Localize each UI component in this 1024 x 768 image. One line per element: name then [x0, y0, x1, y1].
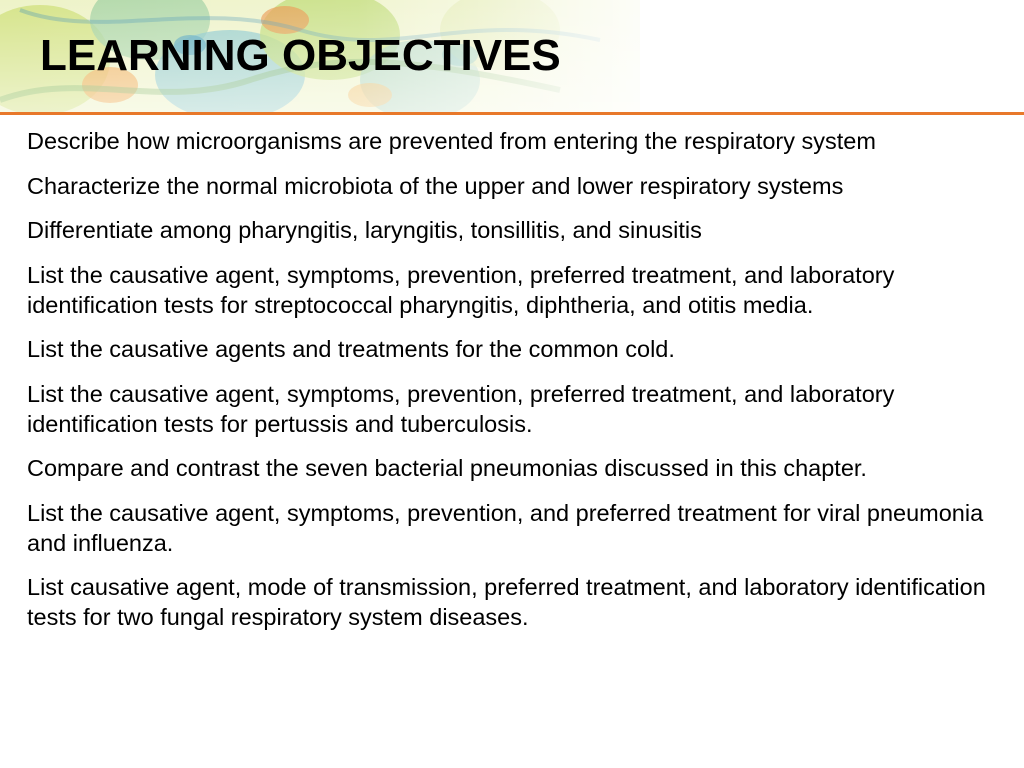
objective-item: List causative agent, mode of transmission, preferred treatment, and laboratory identification tests for two fungal respiratory system diseases.	[27, 574, 986, 630]
objective-item: List the causative agent, symptoms, prevention, preferred treatment, and laboratory identification tests for streptococcal pharyngitis, diphtheria, and otitis media.	[27, 261, 895, 318]
objective-item: Characterize the normal microbiota of the upper and lower respiratory systems	[27, 172, 844, 199]
header-banner-image	[0, 0, 1024, 112]
objective-item: List the causative agents and treatments for the common cold.	[27, 336, 675, 362]
objective-item: Compare and contrast the seven bacterial pneumonias discussed in this chapter.	[27, 455, 867, 481]
slide-title: LEARNING OBJECTIVES	[40, 31, 561, 80]
title-divider	[0, 112, 1024, 115]
objective-item: Describe how microorganisms are prevented from entering the respiratory system	[27, 128, 876, 154]
objective-item: List the causative agent, symptoms, prevention, preferred treatment, and laboratory identification tests for pertussis and tuberculosis.	[27, 380, 895, 437]
objectives-list	[27, 126, 1002, 647]
objective-item: List the causative agent, symptoms, prevention, and preferred treatment for viral pneumonia and influenza.	[27, 499, 984, 556]
objective-item: Differentiate among pharyngitis, laryngitis, tonsillitis, and sinusitis	[27, 217, 702, 243]
